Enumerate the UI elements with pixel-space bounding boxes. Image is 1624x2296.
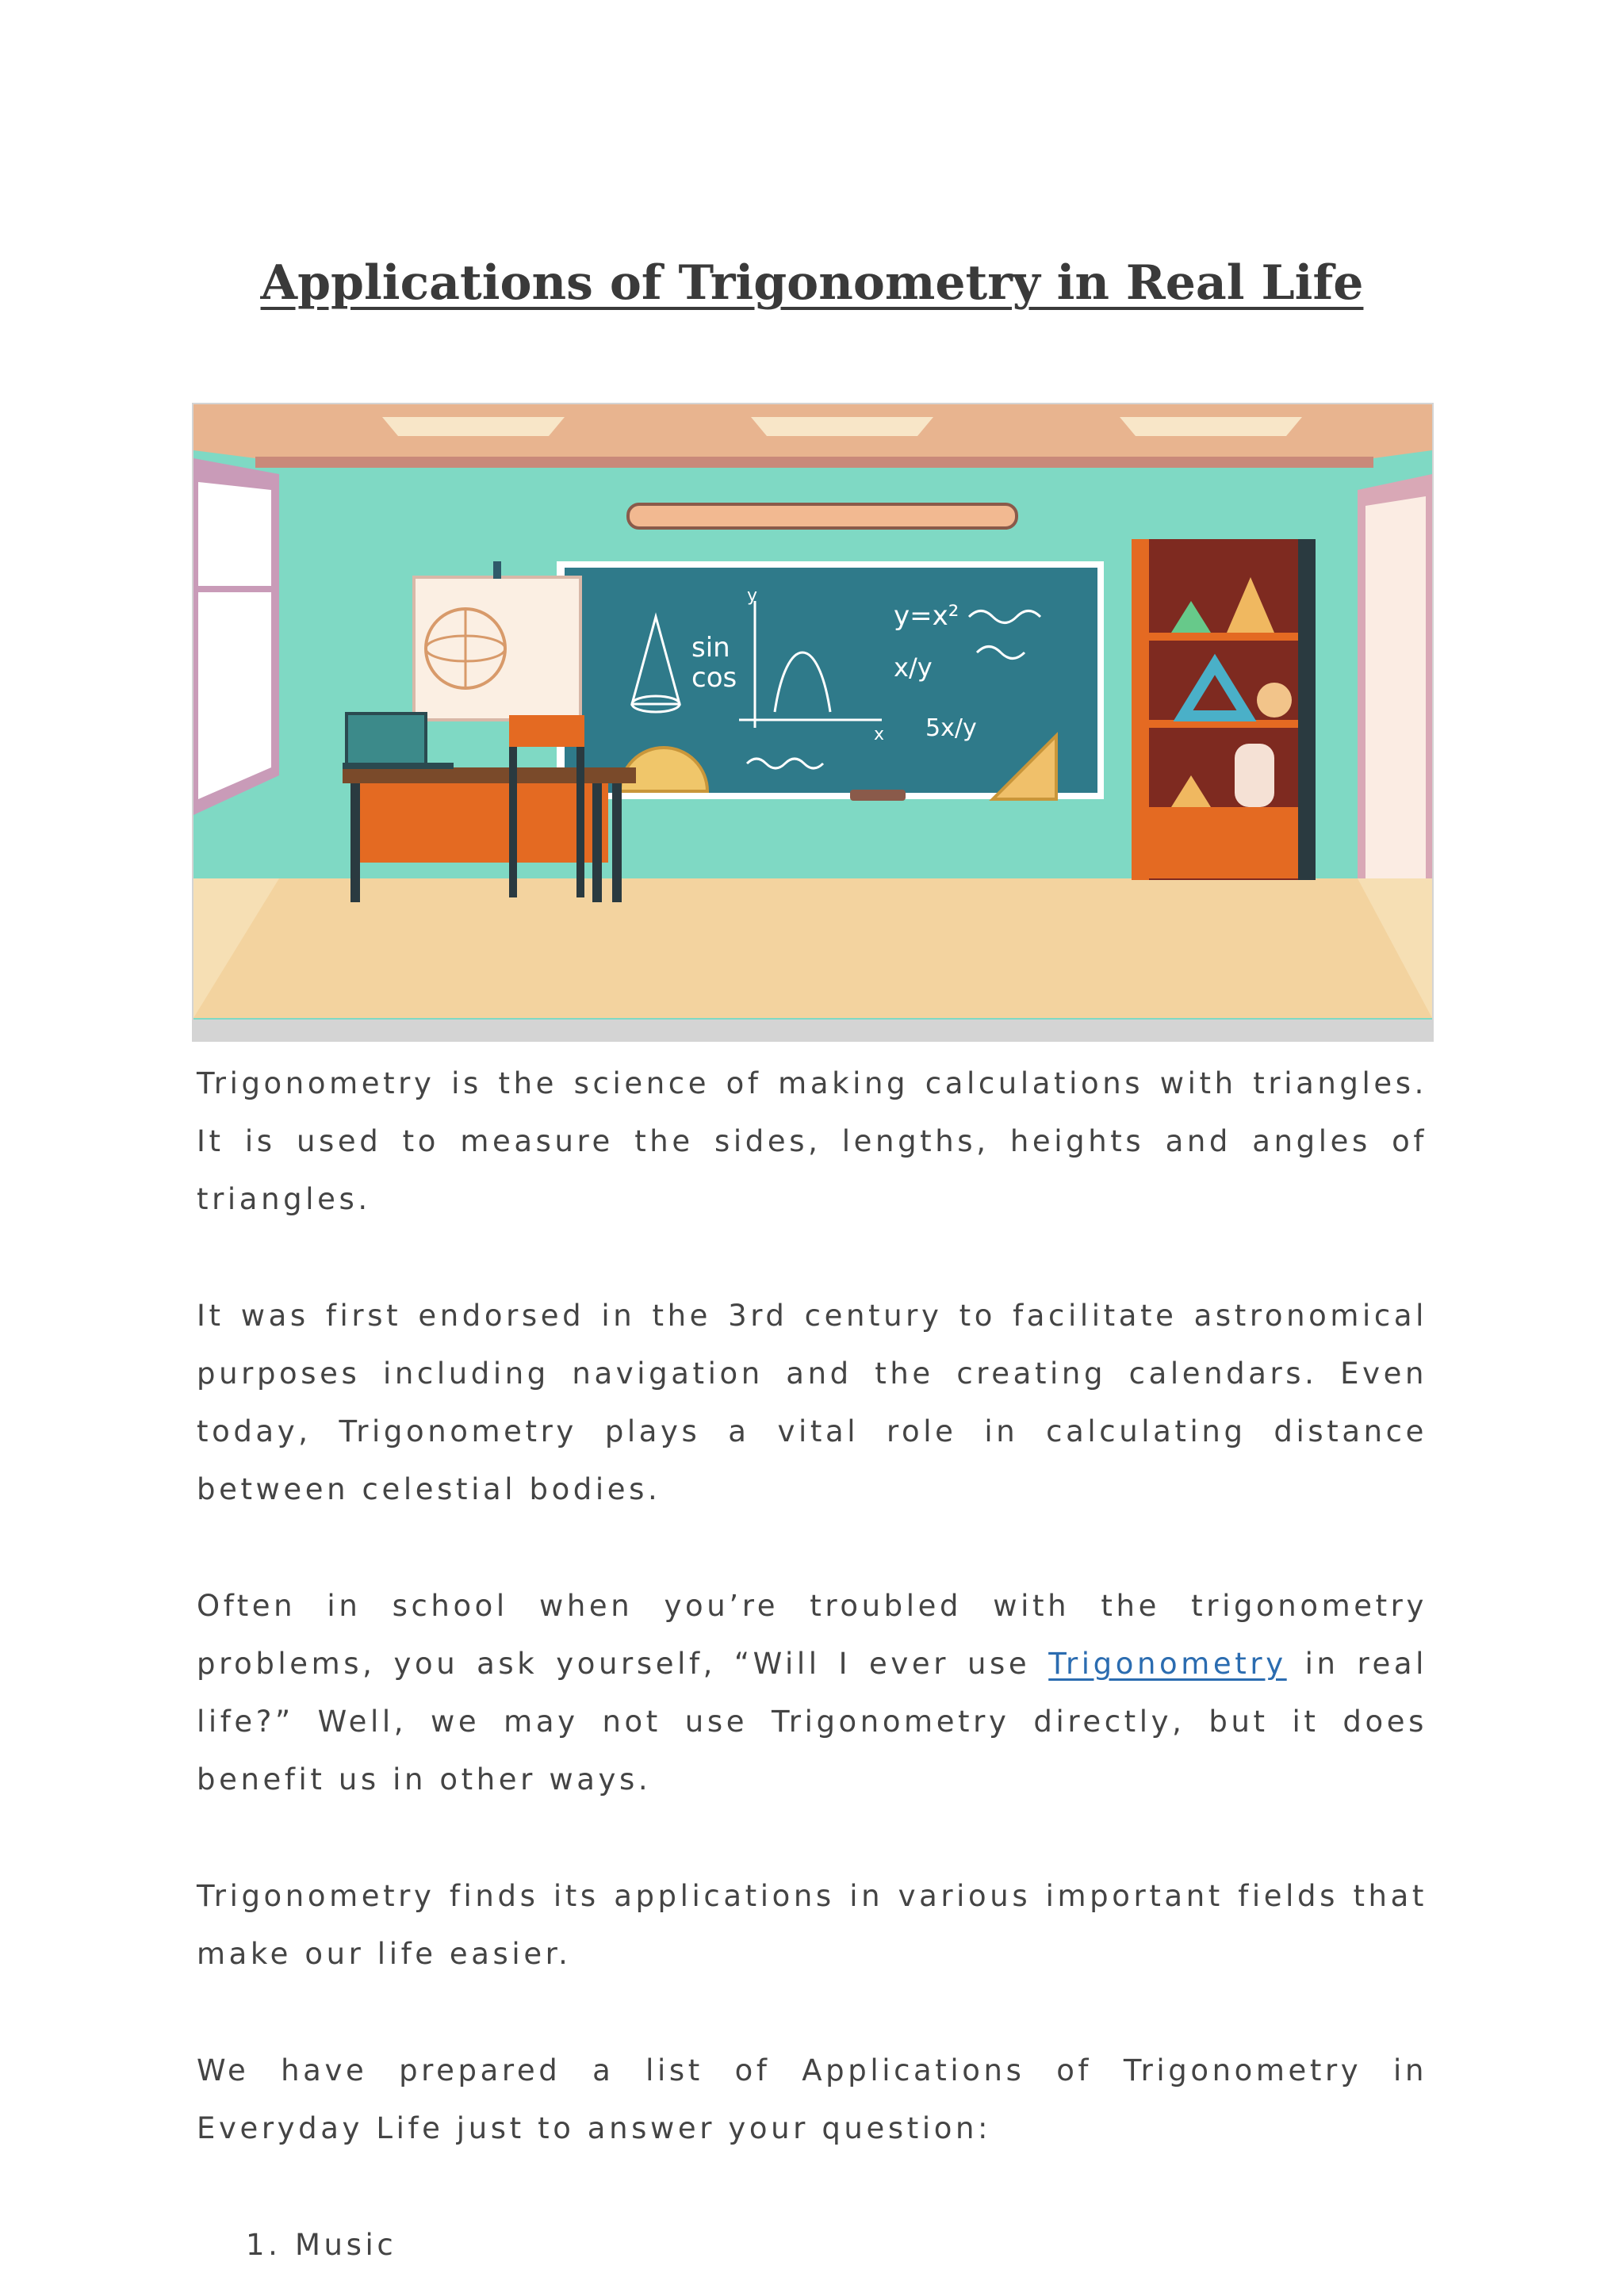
board-equation: y=x² <box>894 600 959 632</box>
list-item: 1. Music <box>246 2228 397 2262</box>
paragraph-list-intro: We have prepared a list of Applications of Trigonometry in Everyday Life just to answer your question: <box>197 2053 1427 2145</box>
teacher-desk <box>343 767 636 783</box>
board-eraser <box>850 790 906 801</box>
ceiling-light <box>382 417 565 436</box>
shelf-bust <box>1235 744 1274 807</box>
page-title: Applications of Trigonometry in Real Life <box>260 255 1364 312</box>
board-cos-label: cos <box>691 662 737 694</box>
easel-chart <box>414 577 580 720</box>
board-root: 5x/y <box>925 714 977 742</box>
svg-text:x: x <box>874 725 885 744</box>
laptop <box>347 714 426 765</box>
classroom-illustration <box>192 403 1434 1042</box>
board-fraction: x/y <box>894 652 933 683</box>
paragraph-intro: Trigonometry is the science of making calculations with triangles. It is used to measure the sides, lengths, heights and angles of triangles. <box>197 1066 1427 1216</box>
chair <box>509 715 584 747</box>
board-sin-label: sin <box>691 632 730 664</box>
paragraph-school: Often in school when you’re troubled with the trigonometry problems, you ask yourself, “Will I ever use Trigonometry in real life?” Well, we may not use Trigonometry directly, but it does benefit us in other ways. <box>197 1589 1427 1797</box>
applications-list <box>197 2216 1427 2274</box>
shelf-sphere <box>1257 683 1292 718</box>
svg-text:y: y <box>747 586 758 606</box>
article-body <box>197 1054 1427 2274</box>
paragraph-history: It was first endorsed in the 3rd century to facilitate astronomical purposes including navigation and the creating calendars. Even today, Trigonometry plays a vital role in calculating distance between celestial bodies. <box>197 1299 1427 1506</box>
trigonometry-link[interactable]: Trigonometry <box>1048 1647 1287 1681</box>
paragraph-fields: Trigonometry finds its applications in various important fields that make our life easier. <box>197 1879 1427 1971</box>
ceiling-light <box>1120 417 1302 436</box>
projector-screen-roll <box>628 504 1017 528</box>
ceiling-light <box>751 417 933 436</box>
